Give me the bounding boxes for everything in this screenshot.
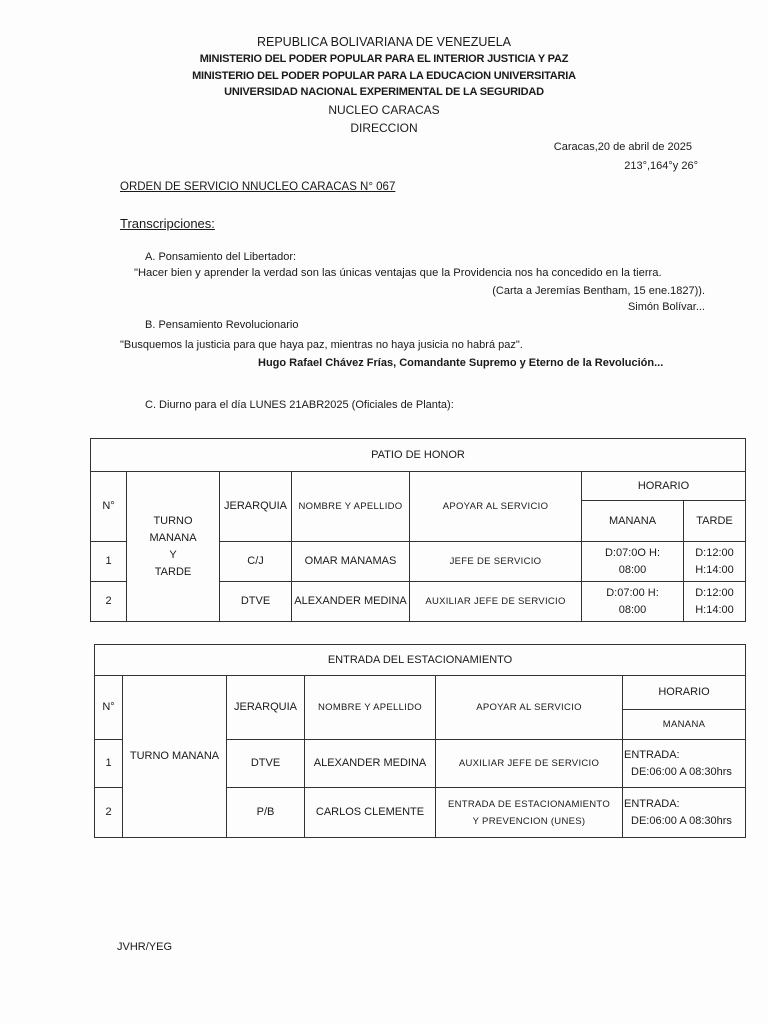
patio-col-tarde: TARDE bbox=[684, 501, 746, 542]
patio-turno-line: MANANA bbox=[149, 531, 197, 544]
patio-de-honor-table bbox=[90, 438, 746, 622]
row-nombre: ALEXANDER MEDINA bbox=[292, 582, 410, 622]
patio-col-jerarquia: JERARQUIA bbox=[220, 472, 292, 542]
row-apoyar-line: Y PREVENCION (UNES) bbox=[472, 815, 586, 827]
estacionamiento-table bbox=[94, 644, 746, 838]
row-tarde bbox=[684, 582, 746, 622]
estacionamiento-col-apoyar: APOYAR AL SERVICIO bbox=[436, 676, 623, 740]
patio-turno-cell bbox=[127, 472, 220, 622]
row-entrada-line: ENTRADA: bbox=[624, 748, 680, 761]
row-manana-line: D:07:0O H: bbox=[604, 546, 661, 559]
row-nombre: OMAR MANAMAS bbox=[292, 542, 410, 582]
row-nombre: CARLOS CLEMENTE bbox=[305, 788, 436, 838]
row-manana bbox=[582, 542, 684, 582]
row-tarde-line: H:14:00 bbox=[695, 603, 734, 616]
patio-col-nombre: NOMBRE Y APELLIDO bbox=[292, 472, 410, 542]
patio-col-apoyar: APOYAR AL SERVICIO bbox=[410, 472, 582, 542]
patio-turno-line: Y bbox=[169, 548, 177, 561]
row-jerarquia: DTVE bbox=[220, 582, 292, 622]
patio-table-title: PATIO DE HONOR bbox=[91, 439, 746, 472]
row-apoyar: AUXILIAR JEFE DE SERVICIO bbox=[410, 582, 582, 622]
row-manana-line: 08:00 bbox=[618, 603, 647, 616]
estacionamiento-table-title: ENTRADA DEL ESTACIONAMIENTO bbox=[95, 645, 746, 676]
row-tarde-line: D:12:00 bbox=[695, 586, 734, 599]
row-entrada bbox=[623, 740, 746, 788]
section-b-author: Hugo Rafael Chávez Frías, Comandante Supremo y Eterno de la Revolución... bbox=[258, 357, 664, 369]
estacionamiento-col-nombre: NOMBRE Y APELLIDO bbox=[305, 676, 436, 740]
header-ministry-justice: MINISTERIO DEL PODER POPULAR PARA EL INTERIOR JUSTICIA Y PAZ bbox=[199, 53, 569, 65]
row-num: 1 bbox=[91, 542, 127, 582]
estacionamiento-col-jerarquia: JERARQUIA bbox=[227, 676, 305, 740]
order-title: ORDEN DE SERVICIO NNUCLEO CARACAS N° 067 bbox=[120, 181, 396, 193]
estacionamiento-col-num: N° bbox=[95, 676, 123, 740]
years-line: 213°,164°y 26° bbox=[624, 160, 698, 172]
patio-col-num: N° bbox=[91, 472, 127, 542]
section-a-heading: A. Ponsamiento del Libertador: bbox=[145, 251, 297, 263]
header-direction: DIRECCION bbox=[350, 121, 418, 135]
header-nucleus: NUCLEO CARACAS bbox=[328, 103, 440, 117]
row-apoyar-line: AUXILIAR JEFE DE SERVICIO bbox=[458, 758, 600, 769]
row-apoyar: JEFE DE SERVICIO bbox=[410, 542, 582, 582]
section-a-source: (Carta a Jeremías Bentham, 15 ene.1827)). bbox=[492, 285, 705, 297]
estacionamiento-col-horario: HORARIO bbox=[623, 676, 746, 710]
patio-turno-line: TARDE bbox=[154, 565, 192, 578]
row-apoyar bbox=[436, 788, 623, 838]
row-tarde-line: H:14:00 bbox=[695, 563, 734, 576]
header-university: UNIVERSIDAD NACIONAL EXPERIMENTAL DE LA SEGURIDAD bbox=[224, 86, 544, 98]
footer-initials: JVHR/YEG bbox=[117, 941, 173, 953]
section-b-heading: B. Pensamiento Revolucionario bbox=[145, 319, 299, 331]
section-c-heading: C. Diurno para el día LUNES 21ABR2025 (Oficiales de Planta): bbox=[145, 399, 454, 411]
row-num: 2 bbox=[95, 788, 123, 838]
row-jerarquia: P/B bbox=[227, 788, 305, 838]
row-nombre: ALEXANDER MEDINA bbox=[305, 740, 436, 788]
patio-col-manana: MANANA bbox=[582, 501, 684, 542]
row-num: 2 bbox=[91, 582, 127, 622]
row-manana-line: D:07:00 H: bbox=[606, 586, 659, 599]
row-tarde bbox=[684, 542, 746, 582]
section-b-quote: "Busquemos la justicia para que haya paz, mientras no haya jusicia no habrá paz". bbox=[120, 339, 523, 351]
row-num: 1 bbox=[95, 740, 123, 788]
patio-turno-line: TURNO bbox=[153, 514, 193, 527]
estacionamiento-col-manana: MANANA bbox=[623, 710, 746, 740]
row-entrada-line: DE:06:00 A 08:30hrs bbox=[631, 814, 732, 827]
estacionamiento-turno-cell: TURNO MANANA bbox=[123, 676, 227, 838]
header-republic: REPUBLICA BOLIVARIANA DE VENEZUELA bbox=[256, 35, 512, 49]
row-jerarquia: DTVE bbox=[227, 740, 305, 788]
section-a-quote: "Hacer bien y aprender la verdad son las únicas ventajas que la Providencia nos ha concedido en la tierra. bbox=[134, 267, 662, 279]
row-entrada-line: DE:06:00 A 08:30hrs bbox=[631, 765, 732, 778]
row-manana-line: 08:00 bbox=[618, 563, 647, 576]
row-apoyar bbox=[436, 740, 623, 788]
transcriptions-heading: Transcripciones: bbox=[120, 216, 215, 231]
row-tarde-line: D:12:00 bbox=[695, 546, 734, 559]
row-entrada-line: ENTRADA: bbox=[624, 797, 680, 810]
date-line: Caracas,20 de abril de 2025 bbox=[553, 141, 692, 153]
row-jerarquia: C/J bbox=[220, 542, 292, 582]
row-entrada bbox=[623, 788, 746, 838]
row-manana bbox=[582, 582, 684, 622]
patio-col-horario: HORARIO bbox=[582, 472, 746, 501]
row-apoyar-line: ENTRADA DE ESTACIONAMIENTO bbox=[447, 798, 611, 810]
header-ministry-education: MINISTERIO DEL PODER POPULAR PARA LA EDUCACION UNIVERSITARIA bbox=[192, 70, 576, 82]
section-a-author: Simón Bolívar... bbox=[627, 301, 705, 313]
